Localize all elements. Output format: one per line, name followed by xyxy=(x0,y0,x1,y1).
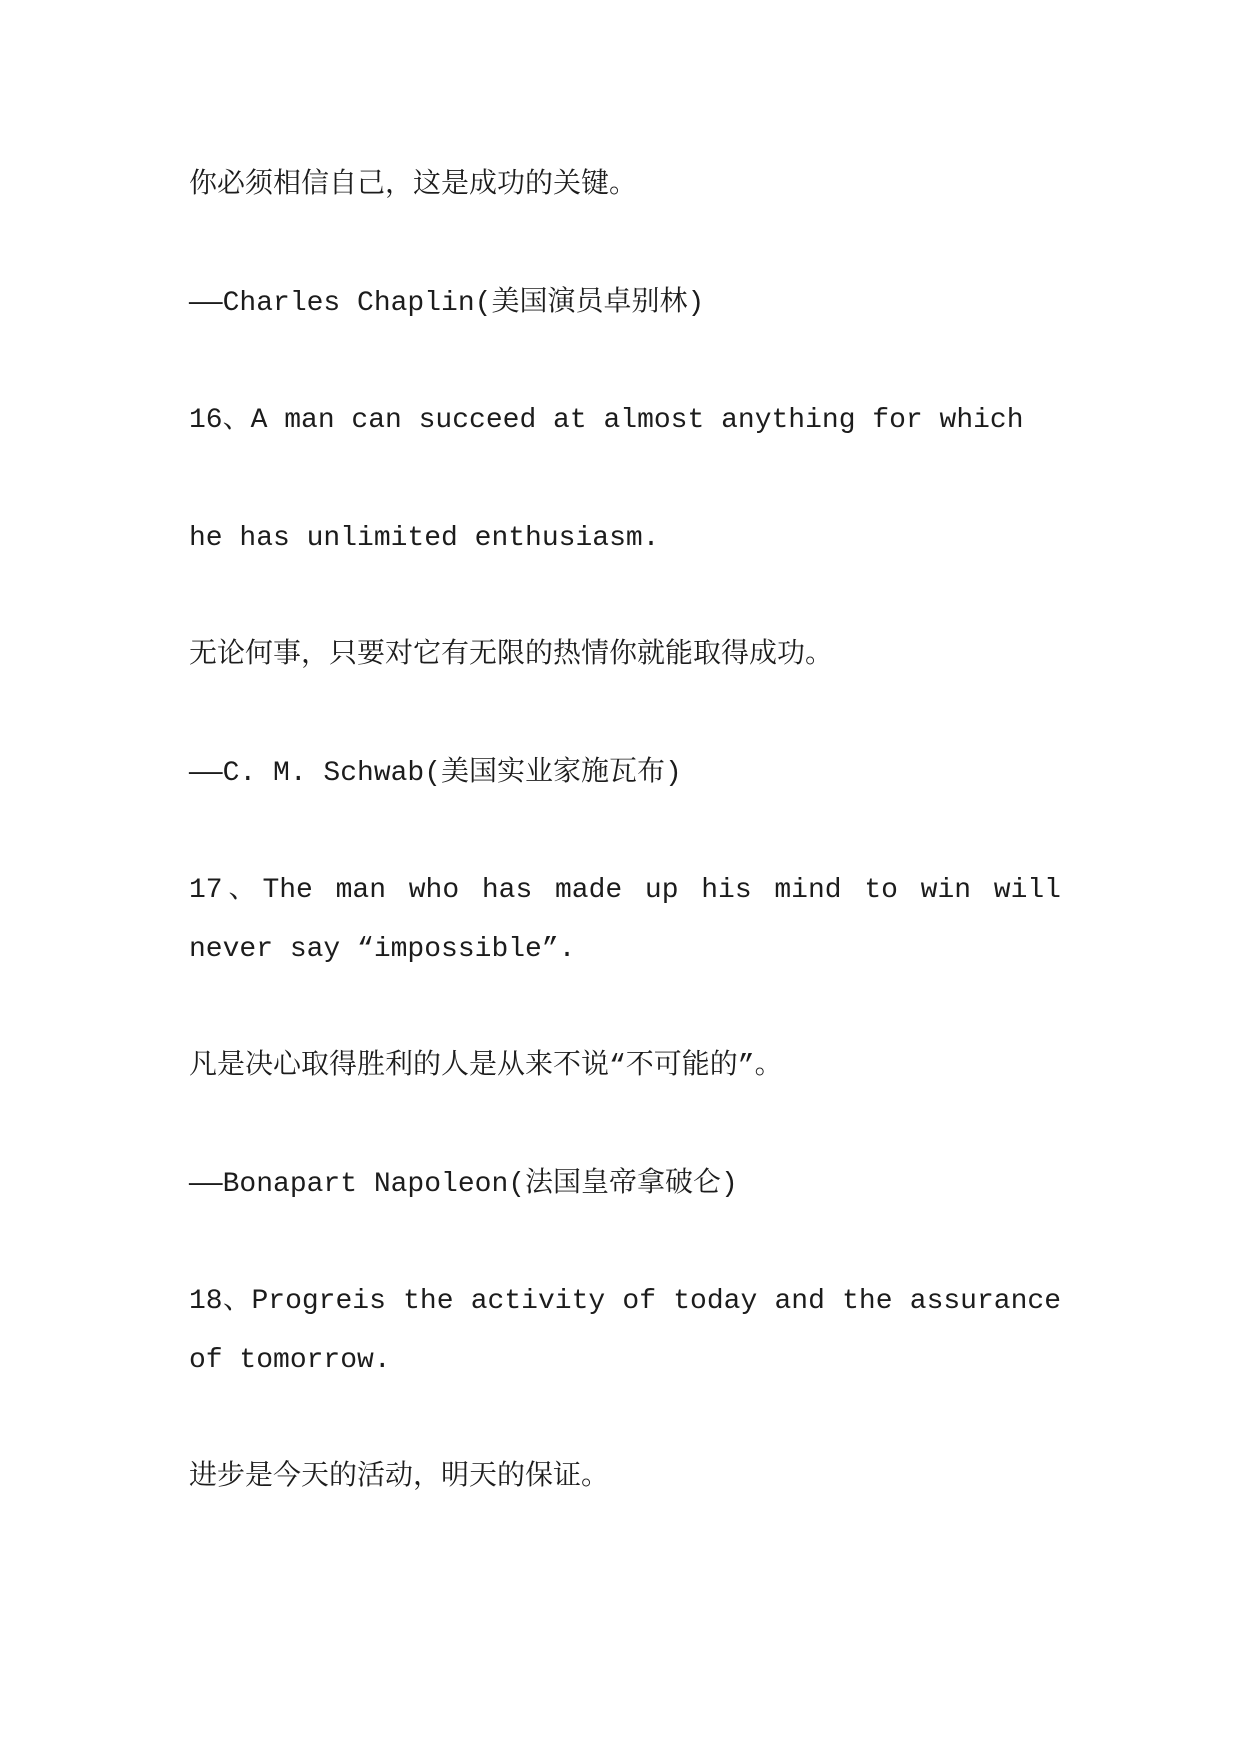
quote-english xyxy=(189,1273,1061,1390)
quote-attribution xyxy=(189,1156,1061,1215)
quote-translation xyxy=(189,627,1061,686)
text-line: 凡是决心取得胜利的人是从来不说“不可能的”。 xyxy=(189,1051,783,1082)
text-line: 进步是今天的活动，明天的保证。 xyxy=(189,1462,610,1493)
text-line: never say “impossible”. xyxy=(189,933,576,965)
quote-translation xyxy=(189,1449,1061,1508)
quote-english xyxy=(189,862,1061,979)
quote-attribution xyxy=(189,275,1061,334)
text-line: ——Charles Chaplin(美国演员卓别林) xyxy=(189,287,705,319)
quote-english xyxy=(189,392,1061,451)
text-line: 16、A man can succeed at almost anything for which xyxy=(189,405,1024,436)
text-line: ——Bonapart Napoleon(法国皇帝拿破仑) xyxy=(189,1168,738,1200)
document-body xyxy=(189,157,1061,1567)
text-line: 17、The man who has made up his mind to win will xyxy=(189,875,1061,906)
text-line: 你必须相信自己，这是成功的关键。 xyxy=(189,170,638,201)
quote-translation xyxy=(189,157,1061,216)
text-line: 无论何事，只要对它有无限的热情你就能取得成功。 xyxy=(189,640,834,671)
quote-translation xyxy=(189,1038,1061,1097)
text-line: 18、Progreis the activity of today and the assurance xyxy=(189,1286,1061,1317)
text-line: he has unlimited enthusiasm. xyxy=(189,522,660,554)
quote-attribution xyxy=(189,745,1061,804)
text-line: of tomorrow. xyxy=(189,1344,391,1376)
quote-english-continuation xyxy=(189,510,1061,569)
text-line: ——C. M. Schwab(美国实业家施瓦布) xyxy=(189,757,682,789)
